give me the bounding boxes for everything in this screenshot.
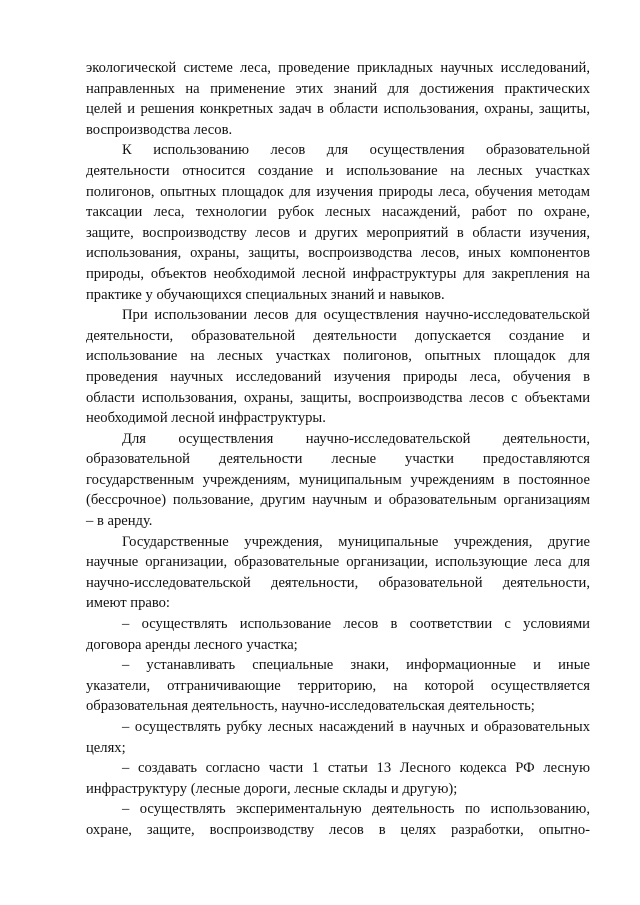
text-line: защите, воспроизводству лесов и других мероприятий в области изучения, — [86, 224, 590, 241]
body-text — [86, 58, 590, 841]
text-line: образовательной деятельности лесные участки предоставляются — [86, 451, 590, 468]
text-line: охране, защите, воспроизводству лесов в целях разработки, опытно- — [86, 821, 590, 838]
text-line: научно-исследовательской деятельности, образовательной деятельности, — [86, 574, 590, 591]
text-line: (бессрочное) пользование, другим научным и образовательным организациям — [86, 492, 590, 509]
text-line: практике у обучающихся специальных знаний и навыков. — [86, 286, 445, 303]
text-line: использования, охраны, защиты, воспроизводства лесов, иных компонентов — [86, 245, 590, 262]
text-line: При использовании лесов для осуществления научно-исследовательской — [122, 307, 590, 324]
text-line: образовательная деятельность, научно-исследовательская деятельность; — [86, 698, 535, 715]
text-line: договора аренды лесного участка; — [86, 636, 298, 653]
text-line: направленных на применение этих знаний для достижения практических — [86, 80, 590, 97]
text-line: природы, объектов необходимой лесной инфраструктуры для закрепления на — [86, 265, 590, 282]
text-line: – осуществлять рубку лесных насаждений в научных и образовательных — [122, 719, 590, 735]
text-line: инфраструктуру (лесные дороги, лесные склады и другую); — [86, 780, 458, 797]
text-line: области использования, охраны, защиты, воспроизводства лесов с объектами — [86, 389, 590, 406]
text-line: – в аренду. — [86, 513, 153, 530]
text-line: Для осуществления научно-исследовательской деятельности, — [122, 430, 590, 447]
text-line: научные организации, образовательные организации, использующие леса для — [86, 554, 590, 571]
text-line: имеют право: — [86, 595, 170, 612]
text-line: таксации леса, технологии рубок лесных насаждений, работ по охране, — [86, 204, 590, 221]
text-line: Государственные учреждения, муниципальные учреждения, другие — [122, 533, 590, 550]
text-line: государственным учреждениям, муниципальным учреждениям в постоянное — [86, 471, 590, 488]
text-line: указатели, отграничивающие территорию, на которой осуществляется — [86, 677, 590, 694]
text-line: проведения научных исследований изучения природы леса, обучения в — [86, 368, 590, 385]
text-line: необходимой лесной инфраструктуры. — [86, 410, 326, 427]
text-line: – устанавливать специальные знаки, информационные и иные — [122, 657, 590, 674]
text-line: целей и решения конкретных задач в области использования, охраны, защиты, — [86, 101, 590, 118]
text-line: экологической системе леса, проведение прикладных научных исследований, — [86, 60, 590, 76]
text-line: – осуществлять экспериментальную деятельность по использованию, — [122, 801, 590, 818]
text-line: деятельности относится создание и использование на лесных участках — [86, 162, 590, 179]
text-line: К использованию лесов для осуществления образовательной — [122, 142, 590, 159]
text-line: – создавать согласно части 1 статьи 13 Лесного кодекса РФ лесную — [122, 760, 590, 777]
text-line: использование на лесных участках полигонов, опытных площадок для — [86, 348, 590, 365]
text-line: воспроизводства лесов. — [86, 121, 233, 138]
text-line: полигонов, опытных площадок для изучения природы леса, обучения методам — [86, 183, 590, 200]
text-line: целях; — [86, 739, 126, 756]
text-line: деятельности, образовательной деятельности допускается создание и — [86, 327, 590, 344]
text-line: – осуществлять использование лесов в соответствии с условиями — [122, 616, 590, 633]
